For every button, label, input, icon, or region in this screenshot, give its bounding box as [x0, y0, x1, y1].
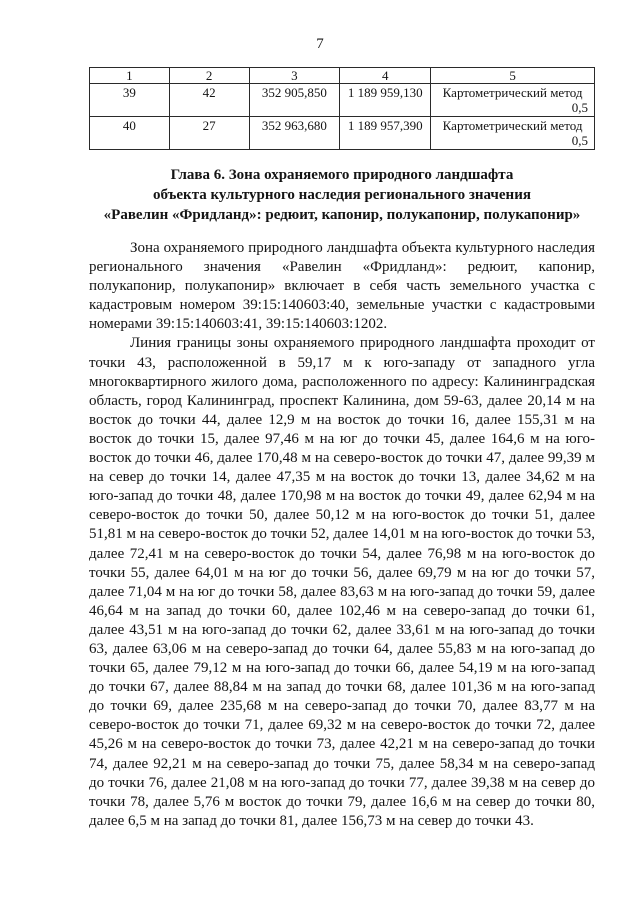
method-cell — [431, 84, 595, 117]
x-coordinate-cell: 352 905,850 — [249, 84, 340, 117]
table-header-cell: 2 — [169, 68, 249, 84]
table-header-row — [90, 68, 595, 84]
chapter-title-line: «Равелин «Фридланд»: редюит, капонир, полукапонир, полукапонир» — [103, 207, 581, 223]
table-row — [90, 117, 595, 150]
accuracy-value: 0,5 — [571, 100, 588, 115]
value-cell: 27 — [169, 117, 249, 150]
chapter-title-line: объекта культурного наследия регионального значения — [153, 187, 531, 203]
x-coordinate-cell: 352 963,680 — [249, 117, 340, 150]
method-label: Картометрический метод — [442, 118, 583, 133]
value-cell: 42 — [169, 84, 249, 117]
paragraph: Зона охраняемого природного ландшафта объекта культурного наследия регионального значения «Равелин «Фридланд»: редюит, капонир, полукапонир, полукапонир» включает в себя часть земельного участка с кадастровым номером 39:15:140603:40, земельные участки с кадастровыми номерами 39:15:140603:41, 39:15:140603:1202. — [89, 240, 595, 333]
y-coordinate-cell: 1 189 959,130 — [340, 84, 431, 117]
point-number-cell: 40 — [90, 117, 170, 150]
point-number-cell: 39 — [90, 84, 170, 117]
body-text — [89, 239, 595, 831]
method-label: Картометрический метод — [442, 85, 583, 100]
table-header-cell: 5 — [431, 68, 595, 84]
method-cell — [431, 117, 595, 150]
y-coordinate-cell: 1 189 957,390 — [340, 117, 431, 150]
paragraph: Линия границы зоны охраняемого природного ландшафта проходит от точки 43, расположенной в 59,17 м к юго-западу от западного угла многоквартирного жилого дома, расположенного по адресу: Калининградская область, город Калининград, проспект Калинина, дом 59-63, далее 20,14 м на восток до точки 44, далее 12,9 м на восток до точки 16, далее 155,31 м на восток до точки 15, далее 97,46 м на юг до точки 45, далее 164,6 м на юго-восток до точки 46, далее 170,48 м на северо-восток до точки 47, далее 99,39 м на север до точки 14, далее 47,35 м на восток до точки 13, далее 34,62 м на юго-запад до точки 48, далее 170,98 м на восток до точки 49, далее 62,94 м на северо-восток до точки 50, далее 50,12 м на юго-восток до точки 51, далее 51,81 м на северо-восток до точки 52, далее 14,01 м на юго-восток до точки 53, далее 72,41 м на северо-восток до точки 54, далее 76,98 м на юго-восток до точки 55, далее 64,01 м на юг до точки 56, далее 69,79 м на юг до точки 57, далее 71,04 м на юг до точки 58, далее 83,63 м на юго-запад до точки 59, далее 46,64 м на запад до точки 60, далее 102,46 м на северо-запад до точки 61, далее 43,51 м на юго-запад до точки 62, далее 33,61 м на юго-запад до точки 63, далее 63,06 м на северо-запад до точки 64, далее 55,83 м на юго-запад до точки 65, далее 79,12 м на юго-запад до точки 66, далее 54,19 м на юго-запад до точки 67, далее 88,84 м на запад до точки 68, далее 101,36 м на юго-запад до точки 69, далее 235,68 м на северо-запад до точки 70, далее 83,77 м на северо-восток до точки 71, далее 69,32 м на северо-восток до точки 72, далее 45,26 м на северо-восток до точки 73, далее 42,21 м на северо-запад до точки 74, далее 92,21 м на северо-запад до точки 75, далее 58,34 м на северо-запад до точки 76, далее 21,08 м на юго-запад до точки 77, далее 39,38 м на север до точки 78, далее 5,76 м восток до точки 79, далее 16,6 м на север до точки 80, далее 6,5 м на запад до точки 81, далее 156,73 м на север до точки 43. — [89, 335, 595, 829]
coordinates-table — [89, 67, 595, 150]
table-header-cell: 1 — [90, 68, 170, 84]
chapter-title-line: Глава 6. Зона охраняемого природного ландшафта — [170, 167, 514, 183]
chapter-title — [89, 165, 595, 225]
page-number: 7 — [316, 36, 324, 52]
table-header-cell: 4 — [340, 68, 431, 84]
table-row — [90, 84, 595, 117]
table-header-cell: 3 — [249, 68, 340, 84]
accuracy-value: 0,5 — [571, 133, 588, 148]
